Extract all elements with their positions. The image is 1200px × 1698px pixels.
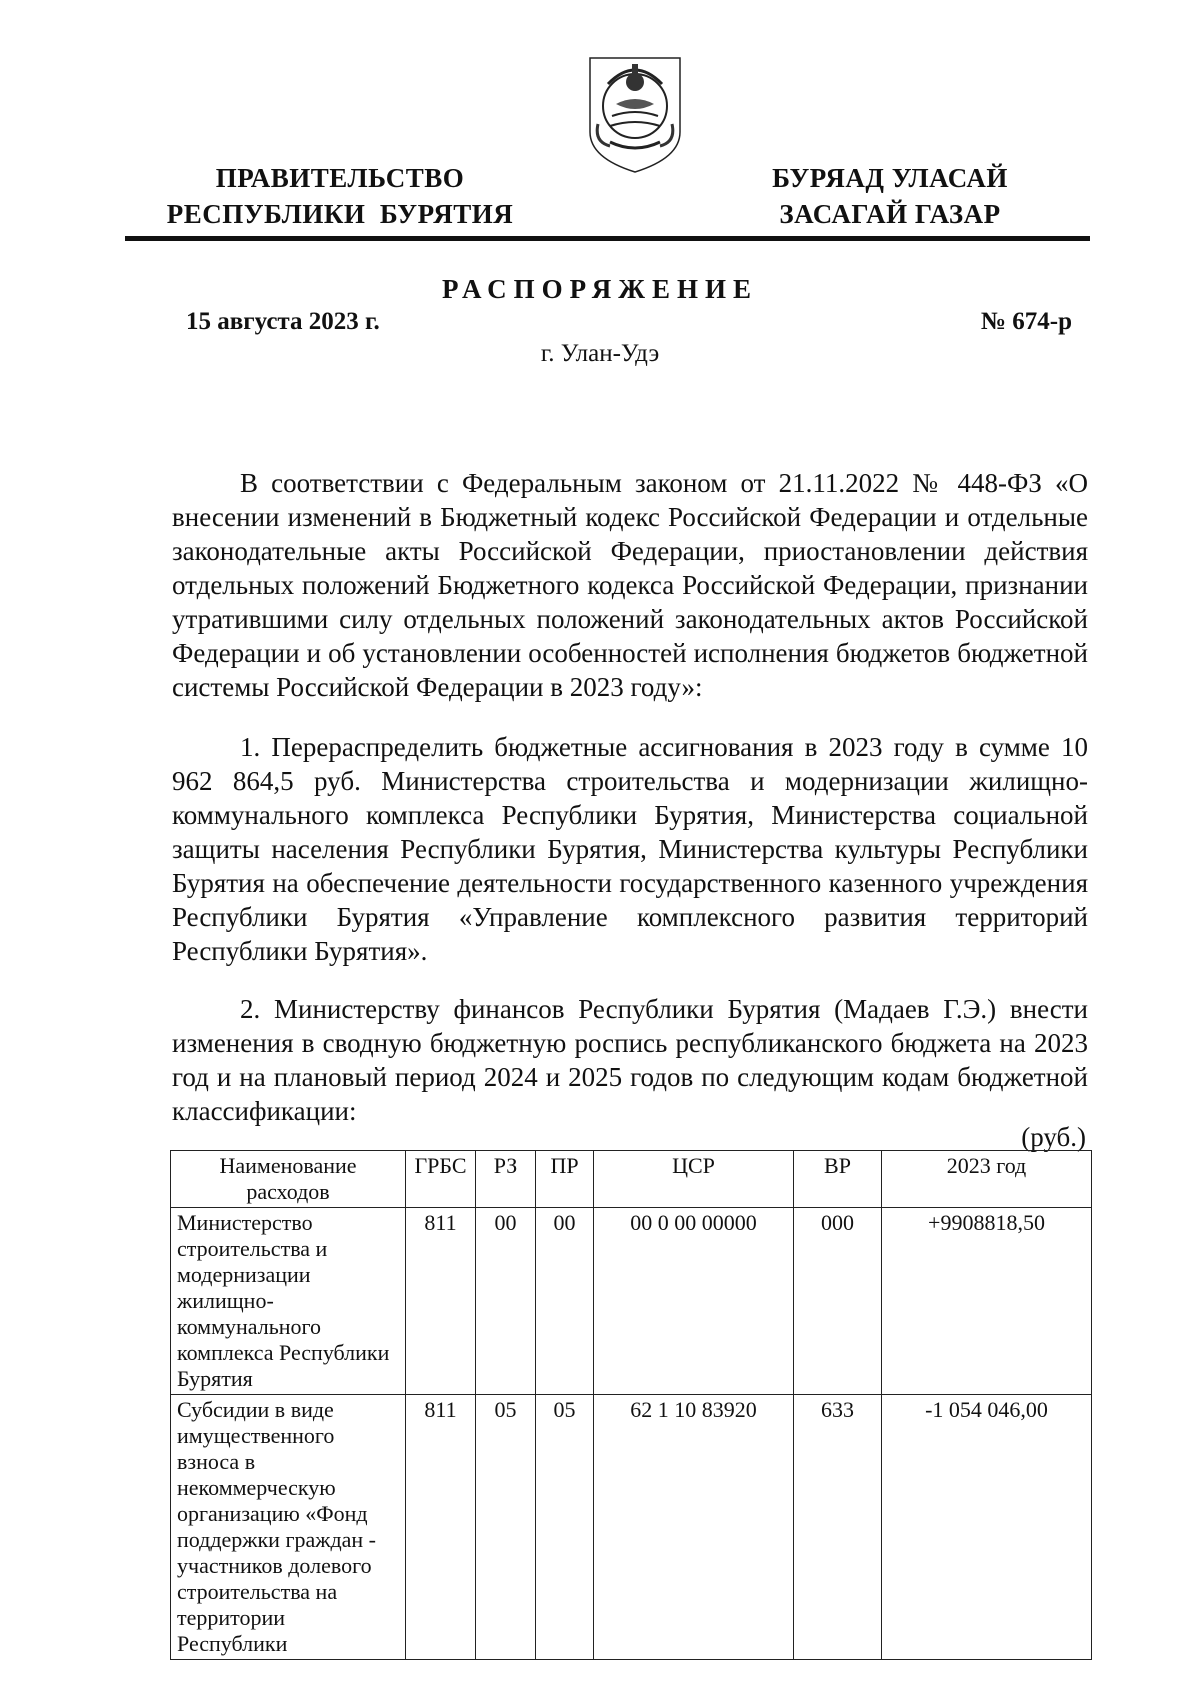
header-grbs: ГРБС: [406, 1151, 476, 1208]
table-unit: (руб.): [1021, 1122, 1086, 1152]
document-title: РАСПОРЯЖЕНИЕ: [441, 274, 759, 304]
header-pr: ПР: [536, 1151, 594, 1208]
table-row: [171, 1395, 1092, 1660]
header-rz: РЗ: [476, 1151, 536, 1208]
row-pr: 00: [536, 1208, 594, 1395]
header-vr: ВР: [794, 1151, 882, 1208]
government-name-ru-line1: ПРАВИТЕЛЬСТВО: [215, 163, 465, 193]
row-amount: +9908818,50: [882, 1208, 1092, 1395]
header-year: 2023 год: [882, 1151, 1092, 1208]
header-name: Наименование расходов: [171, 1151, 406, 1208]
government-name-ru: [150, 160, 530, 232]
row-pr: 05: [536, 1395, 594, 1660]
budget-table: [170, 1150, 1092, 1660]
government-name-bua-line2: ЗАСАГАЙ ГАЗАР: [779, 199, 1001, 229]
row-grbs: 811: [406, 1208, 476, 1395]
row-amount: -1 054 046,00: [882, 1395, 1092, 1660]
government-name-ru-line2: РЕСПУБЛИКИ БУРЯТИЯ: [166, 199, 514, 229]
government-name-bua-line1: БУРЯАД УЛАСАЙ: [772, 163, 1008, 193]
row-rz: 00: [476, 1208, 536, 1395]
row-csr: 00 0 00 00000: [594, 1208, 794, 1395]
row-csr: 62 1 10 83920: [594, 1395, 794, 1660]
row-name: Министерство строительства и модернизации жилищно-коммунального комплекса Республики Бурятия: [171, 1208, 406, 1395]
coat-of-arms-icon: [586, 54, 684, 174]
row-vr: 633: [794, 1395, 882, 1660]
paragraph-preamble: В соответствии с Федеральным законом от 21.11.2022 № 448-ФЗ «О внесении изменений в Бюджетный кодекс Российской Федерации и отдельные законодательные акты Российской Федерации, приостановлении действия отдельных положений Бюджетного кодекса Российской Федерации, признании утратившими силу отдельных положений законодательных актов Российской Федерации и об установлении особенностей исполнения бюджетов бюджетной системы Российской Федерации в 2023 году»:: [172, 468, 1088, 702]
paragraph-item-2: 2. Министерству финансов Республики Бурятия (Мадаев Г.Э.) внести изменения в сводную бюджетную роспись республиканского бюджета на 2023 год и на плановый период 2024 и 2025 годов по следующим кодам бюджетной классификации:: [172, 994, 1088, 1126]
table-row: [171, 1208, 1092, 1395]
document-date: 15 августа 2023 г.: [186, 308, 380, 335]
paragraph-item-1: 1. Перераспределить бюджетные ассигнования в 2023 году в сумме 10 962 864,5 руб. Министерства строительства и модернизации жилищно-коммунального комплекса Республики Бурятия, Министерства социальной защиты населения Республики Бурятия, Министерства культуры Республики Бурятия на обеспечение деятельности государственного казенного учреждения Республики Бурятия «Управление комплексного развития территорий Республики Бурятия».: [172, 732, 1088, 966]
document-city: г. Улан-Удэ: [540, 340, 660, 367]
row-vr: 000: [794, 1208, 882, 1395]
document-number: № 674-р: [980, 308, 1072, 335]
header-divider: [125, 236, 1090, 241]
row-grbs: 811: [406, 1395, 476, 1660]
government-name-bua: [720, 160, 1060, 232]
table-header-row: [171, 1151, 1092, 1208]
row-rz: 05: [476, 1395, 536, 1660]
header-csr: ЦСР: [594, 1151, 794, 1208]
row-name: Субсидии в виде имущественного взноса в некоммерческую организацию «Фонд поддержки граждан - участников долевого строительства на территории Республики: [171, 1395, 406, 1660]
